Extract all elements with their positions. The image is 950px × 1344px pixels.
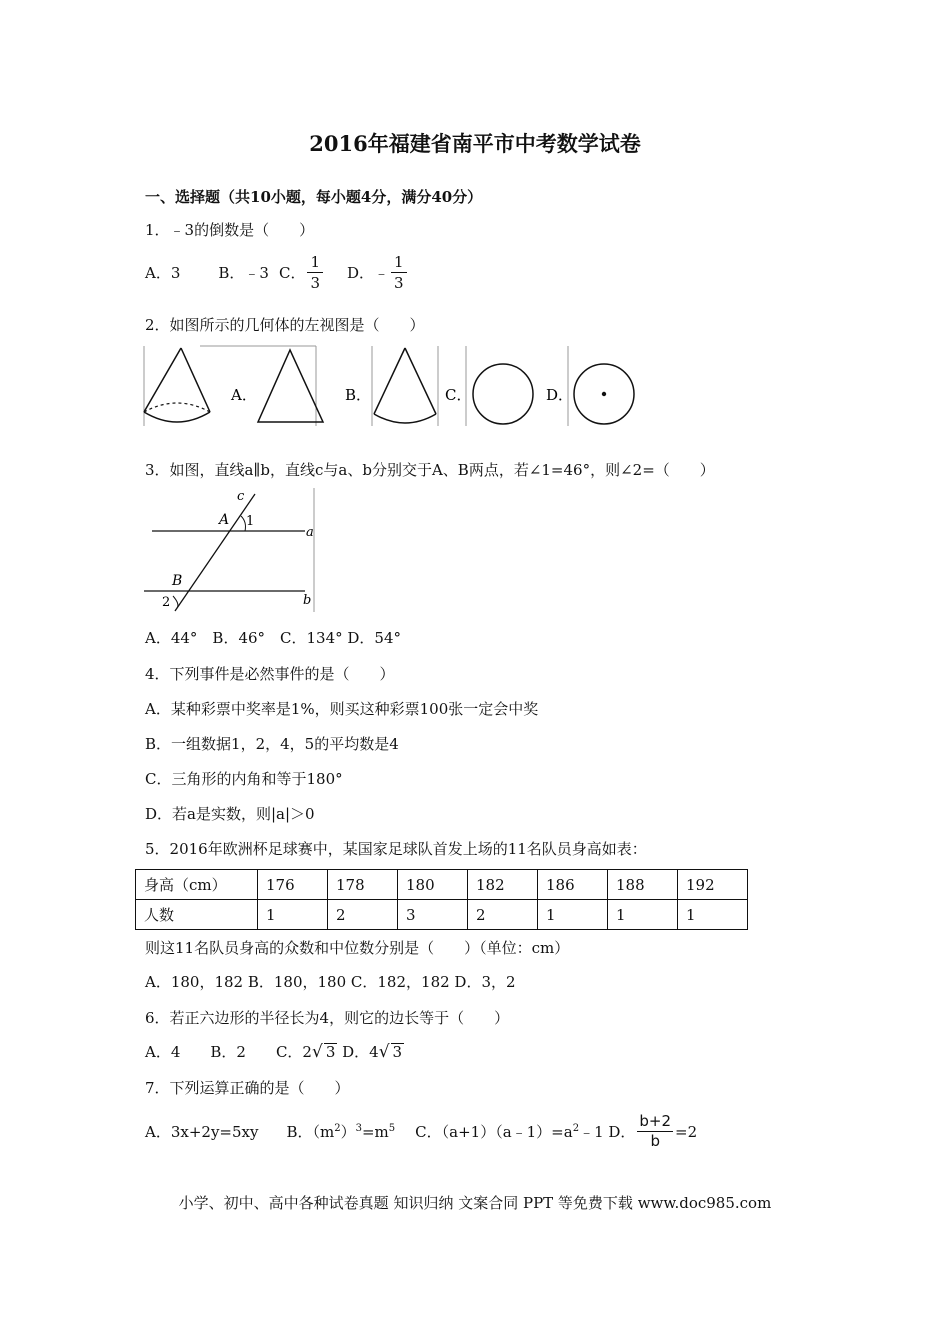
page-title: 2016年福建省南平市中考数学试卷 bbox=[309, 131, 641, 156]
label-c: c bbox=[237, 489, 245, 504]
q1-option-d: D．﹣ bbox=[347, 264, 390, 282]
q7-fraction-d: $\frac{b+2}{b}$ bbox=[639, 1112, 672, 1150]
table-cell: 身高（cm） bbox=[136, 870, 258, 900]
q1-options bbox=[145, 252, 409, 293]
cone-option-figure bbox=[372, 346, 438, 426]
table-cell: 1 bbox=[678, 900, 748, 930]
q1-fraction-c: $\frac{1}{3}$ bbox=[307, 252, 323, 293]
q3-stem: 3．如图，直线a∥b，直线c与a、b分别交于A、B两点，若∠1=46°，则∠2=（ ） bbox=[145, 461, 715, 479]
q1-stem: 1．﹣3的倒数是（ ） bbox=[145, 221, 315, 239]
q2-label-b: B． bbox=[345, 386, 372, 404]
label-a: a bbox=[306, 525, 314, 540]
table-cell: 1 bbox=[608, 900, 678, 930]
q1-option-a: A．3 bbox=[145, 264, 181, 282]
label-b: b bbox=[303, 593, 312, 608]
q5-followup: 则这11名队员身高的众数和中位数分别是（ ）（单位：cm） bbox=[145, 939, 570, 957]
q4-option-d: D．若a是实数，则|a|＞0 bbox=[145, 805, 315, 823]
cone-solid-figure bbox=[144, 346, 316, 426]
q2-stem: 2．如图所示的几何体的左视图是（ ） bbox=[145, 316, 425, 334]
q7-option-d-end: =2 bbox=[675, 1122, 698, 1141]
q6-stem: 6．若正六边形的半径长为4，则它的边长等于（ ） bbox=[145, 1009, 510, 1027]
q3-parallel-lines-figure bbox=[140, 486, 320, 614]
q6-root-c: 3 bbox=[325, 1043, 336, 1061]
table-cell: 176 bbox=[258, 870, 328, 900]
label-2: 2 bbox=[162, 595, 171, 610]
sqrt-icon: √ bbox=[311, 1042, 323, 1062]
q6-option-d: D．4 bbox=[337, 1043, 379, 1061]
q4-option-b: B．一组数据1，2，4，5的平均数是4 bbox=[145, 735, 399, 753]
table-cell: 186 bbox=[538, 870, 608, 900]
label-B: B bbox=[172, 573, 183, 589]
table-cell: 178 bbox=[328, 870, 398, 900]
q1-fraction-d: $\frac{1}{3}$ bbox=[391, 252, 407, 293]
circle-option-figure bbox=[466, 346, 533, 426]
table-cell: 1 bbox=[258, 900, 328, 930]
q7-options bbox=[145, 1112, 697, 1151]
table-row bbox=[136, 870, 748, 900]
table-cell: 182 bbox=[468, 870, 538, 900]
q4-option-a: A．某种彩票中奖率是1%，则买这种彩票100张一定会中奖 bbox=[145, 700, 539, 718]
q2-label-a: A． bbox=[231, 386, 257, 404]
q6-options bbox=[145, 1041, 404, 1062]
sqrt-icon: √ bbox=[378, 1042, 390, 1062]
height-table bbox=[135, 869, 748, 930]
label-A: A bbox=[219, 512, 230, 528]
label-1: 1 bbox=[246, 514, 255, 529]
table-cell: 人数 bbox=[136, 900, 258, 930]
q4-option-c: C．三角形的内角和等于180° bbox=[145, 770, 343, 788]
table-row bbox=[136, 900, 748, 930]
table-cell: 192 bbox=[678, 870, 748, 900]
table-cell: 180 bbox=[398, 870, 468, 900]
table-cell: 1 bbox=[538, 900, 608, 930]
table-cell: 3 bbox=[398, 900, 468, 930]
page-footer: 小学、初中、高中各种试卷真题 知识归纳 文案合同 PPT 等免费下载 www.doc985.com bbox=[178, 1194, 772, 1212]
triangle-option-figure bbox=[258, 350, 323, 422]
table-cell: 2 bbox=[328, 900, 398, 930]
q6-root-d: 3 bbox=[392, 1043, 403, 1061]
q2-figures bbox=[140, 342, 640, 428]
q7-option-a: A．3x+2y=5xy bbox=[145, 1123, 259, 1141]
q4-stem: 4．下列事件是必然事件的是（ ） bbox=[145, 665, 395, 683]
q7-option-b: B．$(m^2)^3=m^5$ bbox=[286, 1123, 396, 1141]
q7-option-c: C．$(a+1)(a﹣1)=a^2﹣1$ D． bbox=[415, 1123, 636, 1141]
q2-label-d: D． bbox=[546, 386, 574, 404]
q5-stem: 5．2016年欧洲杯足球赛中，某国家足球队首发上场的11名队员身高如表： bbox=[145, 840, 647, 858]
q2-label-c: C． bbox=[445, 386, 472, 404]
q1-option-c: C． bbox=[278, 264, 306, 282]
q3-options: A．44° B．46° C．134° D．54° bbox=[145, 629, 402, 647]
section-heading: 一、选择题（共10小题，每小题4分，满分40分） bbox=[145, 188, 483, 206]
q7-stem: 7．下列运算正确的是（ ） bbox=[145, 1079, 350, 1097]
table-cell: 2 bbox=[468, 900, 538, 930]
table-cell: 188 bbox=[608, 870, 678, 900]
q5-options: A．180，182 B．180，180 C．182，182 D．3，2 bbox=[145, 973, 516, 991]
q1-option-b: B．﹣3 bbox=[218, 264, 269, 282]
q6-options-ab: A．4 B．2 C．2 bbox=[145, 1043, 312, 1061]
circle-dot-option-figure bbox=[568, 346, 634, 426]
